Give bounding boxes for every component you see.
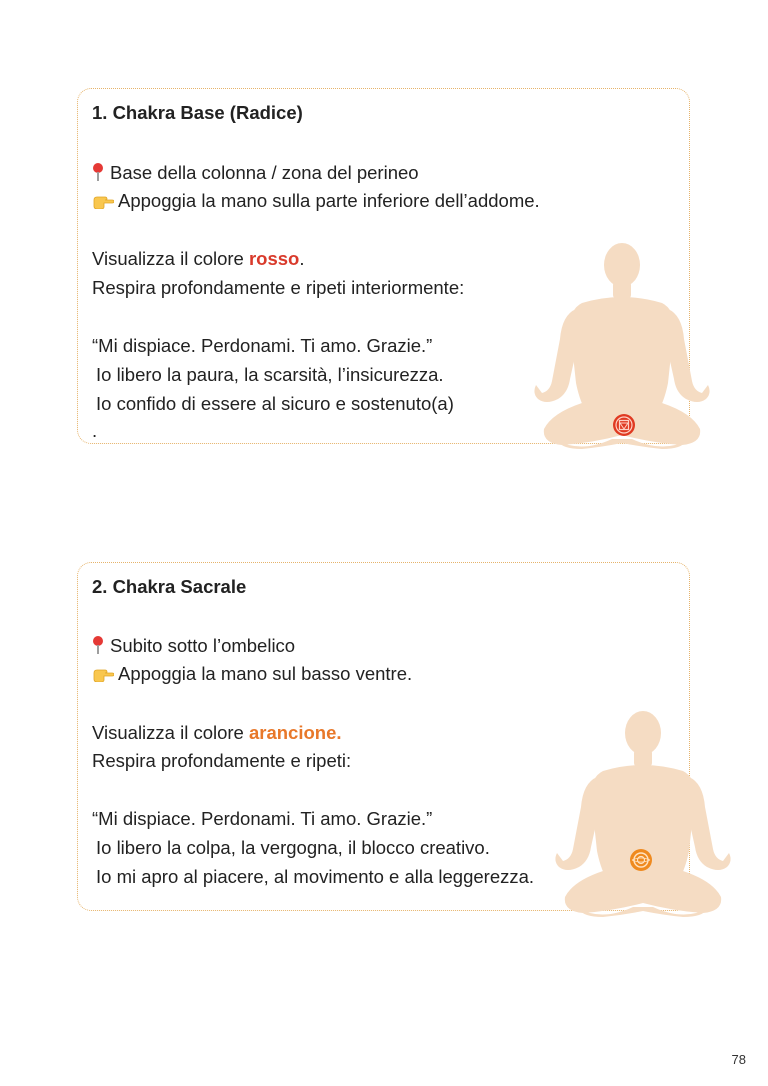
pointing-hand-icon (92, 193, 114, 209)
color-word: rosso (248, 248, 300, 269)
hand-instruction-text: Appoggia la mano sul basso ventre. (118, 663, 413, 684)
round-pushpin-icon (92, 636, 104, 654)
visualize-prefix: Visualizza il colore (92, 722, 249, 743)
hand-instruction-line (92, 189, 540, 213)
root-chakra-symbol (613, 414, 635, 436)
location-text: Subito sotto l’ombelico (110, 635, 296, 656)
section-title: 2. Chakra Sacrale (92, 576, 247, 597)
location-line (92, 161, 419, 185)
meditating-figure (530, 243, 714, 453)
mantra-line: “Mi dispiace. Perdonami. Ti amo. Grazie.” (92, 808, 433, 829)
affirmation-line-3: . (92, 420, 98, 441)
affirmation-line-1: Io libero la paura, la scarsità, l’insicurezza. (96, 364, 444, 385)
color-word: arancione. (248, 722, 342, 743)
visualize-line (92, 247, 305, 271)
page-number: 78 (731, 1052, 746, 1067)
pointing-hand-icon (92, 666, 114, 682)
breath-line: Respira profondamente e ripeti: (92, 750, 352, 771)
round-pushpin-icon (92, 163, 104, 181)
sacral-chakra-symbol (630, 849, 652, 871)
visualize-prefix: Visualizza il colore (92, 248, 249, 269)
breath-line: Respira profondamente e ripeti interiormente: (92, 277, 465, 298)
hand-instruction-text: Appoggia la mano sulla parte inferiore dell’addome. (118, 190, 540, 211)
affirmation-line-2: Io mi apro al piacere, al movimento e alla leggerezza. (96, 866, 535, 887)
section-title: 1. Chakra Base (Radice) (92, 102, 303, 123)
affirmation-line-2: Io confido di essere al sicuro e sostenuto(a) (96, 393, 454, 414)
affirmation-line-1: Io libero la colpa, la vergogna, il blocco creativo. (96, 837, 490, 858)
visualize-line (92, 721, 342, 745)
hand-instruction-line (92, 662, 412, 686)
meditating-figure (552, 711, 734, 921)
visualize-suffix: . (299, 248, 305, 269)
location-text: Base della colonna / zona del perineo (110, 162, 419, 183)
mantra-line: “Mi dispiace. Perdonami. Ti amo. Grazie.” (92, 335, 433, 356)
location-line (92, 634, 295, 658)
